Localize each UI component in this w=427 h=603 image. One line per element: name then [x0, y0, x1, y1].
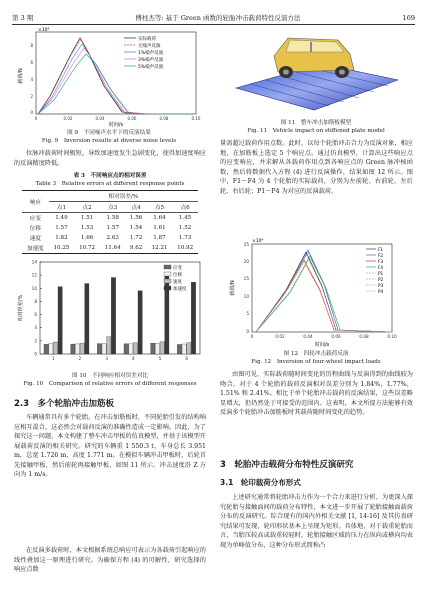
svg-text:0: 0: [250, 334, 254, 339]
svg-text:P1: P1: [378, 271, 384, 276]
fig10-bar: [58, 287, 62, 354]
table3-col: 点4: [131, 205, 141, 211]
fig10-ytick-label: 2: [34, 338, 37, 344]
svg-text:0: 0: [30, 110, 33, 115]
fig10-bar: [187, 343, 191, 354]
table3-title-en: Table 3 Relative errors at different response points: [35, 181, 185, 187]
fig10-ytick-label: 6: [34, 312, 37, 318]
fig11-caption-en: Fig. 11 Vehicle impact on stiffened plate model: [247, 128, 385, 134]
fig10-bar: [49, 344, 53, 354]
svg-text:无噪声反演: 无噪声反演: [138, 44, 161, 49]
svg-text:F2: F2: [378, 253, 384, 258]
table3-col: 点1: [56, 205, 67, 211]
fig12-scale: ×10⁴: [252, 239, 264, 244]
fig9-xlabel: 时间/s: [108, 122, 124, 128]
fig9-scale: ×10⁴: [38, 28, 50, 33]
table3-col: 点2: [82, 205, 92, 211]
fig10-bar: [160, 342, 164, 354]
svg-text:0.10: 0.10: [387, 334, 397, 339]
fig10-bar: [177, 344, 181, 354]
fig10-bar: [44, 344, 48, 354]
svg-text:F1: F1: [378, 247, 384, 252]
fig10-xticks: [52, 356, 188, 361]
fig10-bar: [182, 344, 186, 354]
section-3-heading: 3 轮胎冲击载荷分布特性反演研究: [220, 460, 354, 470]
table3: [22, 190, 198, 254]
svg-text:0.06: 0.06: [331, 334, 341, 339]
svg-text:P4: P4: [378, 289, 384, 294]
svg-text:0.08: 0.08: [159, 116, 169, 121]
fig10-legend-label: 应变: [173, 266, 182, 271]
svg-text:P3: P3: [378, 283, 384, 288]
section-3-1-para: 上述研究通常将轮胎冲击力作为一个合力来进行分析。为更深入探究轮胎与接触面间的载荷分布特性，本文进一步开展了轮胎接触面载荷分布的反演研究。综合现有的国内外相关文献 [1, 14-16] 及其仿真研究结果可发现，轮印形状基本上呈现为矩形。具体地，对于载重轮胎而言，当胎压较高或载重较轻时，轮胎接触区域的压力在纵向或横向均表现为单峰值分布，这种分布形式简称凸: [220, 494, 413, 549]
fig10-caption: [14, 372, 206, 388]
svg-text:20: 20: [243, 259, 249, 264]
fig10-bar: [151, 343, 155, 354]
fig10-ytick-label: 4: [34, 325, 37, 331]
table3-title-cn: 表 3 不同响应点的相对误差: [73, 173, 147, 179]
fig10-bar: [97, 344, 101, 354]
fig10-xtick-label: 1: [51, 356, 55, 361]
fig10-bar: [155, 343, 159, 354]
fig10-bar: [107, 337, 111, 354]
table3-row: 速度 1.82 1.66 2.63 1.72 1.87 1.73: [29, 235, 192, 242]
fig12-F2: [256, 250, 392, 332]
fig10-bar: [71, 344, 75, 354]
fig10-bar: [111, 278, 115, 354]
svg-text:0.10: 0.10: [191, 116, 201, 121]
fig10-ytick-label: 14: [31, 259, 37, 265]
svg-text:25: 25: [243, 242, 249, 247]
svg-text:2: 2: [30, 94, 33, 99]
fig9-caption-cn: 图 9 不同噪声水平下的反演结果: [67, 130, 151, 136]
fig10-bar: [165, 274, 169, 354]
fig10-legend-swatch: [164, 279, 171, 283]
svg-text:0.02: 0.02: [63, 116, 73, 121]
fig10-bar: [124, 344, 128, 354]
fig10-bar: [53, 342, 57, 354]
fig9-noise0: [38, 39, 194, 114]
svg-text:8: 8: [30, 43, 33, 48]
svg-text:4: 4: [30, 77, 33, 82]
fig10-xtick-label: 6: [185, 356, 189, 361]
table3-col: 点6: [180, 205, 190, 211]
table3-row: 位移 1.57 1.53 1.57 1.54 1.61 1.52: [29, 225, 192, 232]
fig11-caption-cn: 图 11 整车冲击加筋板模型: [280, 120, 352, 126]
svg-text:1%噪声反演: 1%噪声反演: [138, 51, 164, 56]
table3-row-header: 响应: [29, 199, 41, 206]
fig10-caption-en: Fig. 10 Comparison of relative errors of different responses: [23, 381, 197, 387]
fig9-caption-en: Fig. 9 Inversion results at diverse noise levels: [41, 138, 177, 144]
fig10-legend-swatch: [164, 272, 171, 276]
page-number: 169: [402, 14, 415, 22]
section-2-3-heading: 2.3 多个轮胎冲击加筋板: [14, 399, 115, 409]
issue-number: 第 3 期: [12, 14, 34, 22]
svg-text:3%噪声反演: 3%噪声反演: [138, 58, 164, 63]
fig12-F3: [256, 260, 392, 332]
fig12-chart: [226, 238, 406, 348]
fig9-xticks: [35, 116, 201, 121]
fig11-caption: [226, 119, 406, 135]
fig12-xlabel: 时间/s: [314, 342, 330, 348]
fig12-xticks: [251, 334, 397, 339]
fig12-ylabel: 载荷/N: [230, 280, 236, 296]
fig10-ytick-label: 10: [31, 285, 37, 291]
svg-text:0.06: 0.06: [127, 116, 137, 121]
fig10-legend-swatch: [164, 286, 171, 290]
fig10-xtick-label: 3: [105, 356, 109, 361]
fig9-frame: [36, 32, 196, 114]
svg-text:10: 10: [243, 294, 249, 299]
svg-text:实际载荷: 实际载荷: [138, 37, 156, 42]
svg-text:0.04: 0.04: [95, 116, 105, 121]
fig10-bar: [138, 291, 142, 354]
fig10-bar: [129, 344, 133, 354]
fig10-chart: [14, 256, 206, 370]
fig10-legend-swatch: [164, 265, 171, 269]
fig10-legend-label: 加速度: [173, 287, 187, 292]
fig10-bar: [133, 343, 137, 354]
svg-text:6: 6: [30, 60, 33, 65]
fig9-noise3: [38, 48, 194, 114]
fig12-P3: [256, 262, 392, 332]
fig10-ytick-label: 12: [31, 272, 37, 278]
svg-text:0: 0: [34, 116, 38, 121]
svg-text:0.08: 0.08: [359, 334, 369, 339]
fig9-caption: [14, 129, 204, 145]
fig12-P4: [256, 258, 392, 332]
running-title: 傅柱杰等: 基于 Green 函数的轮胎冲击载荷特性反演方法: [135, 14, 301, 22]
fig9-legend: [124, 35, 164, 70]
section-2-3-para-1: 车辆通常具有多个轮胎，在冲击加筋板时，不同轮胎引发的结构响应相互混合，这必然会对载荷反演的准确性造成一定影响。因此，为了探究这一问题，本文构建了整车冲击甲板的仿真模型，并基于该模型开展载荷反演的相关研究。研究的车辆重 1 550.3 t，车身总长 3.951 m，总宽 1.726 m，高度 1.771 m。在模拟车辆冲击甲板时，后轮首先接触甲板，然后前轮再接触甲板，如图 11 所示。冲击速度沿 Z 方向为 1 m/s。: [14, 414, 206, 478]
fig9-ylabel: 载荷/N: [18, 68, 24, 84]
fig12-caption-cn: 图 12 四轮冲击载荷反演: [283, 351, 349, 357]
table3-group-header: 相对误差/%: [49, 191, 198, 202]
fig12-yticks: [244, 242, 250, 334]
section-3-1-heading: 3.1 轮印载荷分布形式: [220, 478, 301, 487]
fig10-xtick-label: 4: [131, 356, 135, 361]
svg-text:0.04: 0.04: [303, 334, 313, 339]
fig9-chart: [14, 26, 204, 128]
right-paragraph-2: 由图可见，实际载荷随时间变化的历程曲线与反演得到的曲线较为吻合，对于 4 个轮胎的载荷反演相对误差分别为 1.84%，1.77%，1.51% 和 2.41%。相比于单个轮胎冲击载荷的反演结果，这些误差略显增大，但仍然处于可接受的范围内。这表明，本文所提方法能够有效反演多个轮胎冲击加筋板时其载荷随时间变化的趋势。: [220, 371, 413, 416]
table3-col: 点5: [154, 205, 165, 211]
fig11-illustration: [226, 26, 406, 116]
fig10-ytick-label: 0: [34, 351, 37, 357]
fig10-legend-label: 位移: [173, 273, 182, 278]
fig10-yticks: [32, 260, 42, 357]
fig12-frame: [252, 244, 392, 332]
fig10-bar: [191, 282, 195, 354]
svg-text:F4: F4: [378, 265, 384, 270]
fig10-ylabel: 相对误差/%: [18, 294, 24, 322]
fig10-bar: [102, 344, 106, 354]
fig12-legend: [366, 247, 384, 294]
table3-row: 加速度 10.25 10.72 11.64 9.62 12.21 10.92: [22, 243, 198, 254]
fig9-yticks: [30, 43, 33, 115]
right-paragraph-1: 量需超过载荷作用点数。此时，以每个轮胎冲击合力为反演对象，相应地，在加筋板上选定 5 个响应点。通过仿真模型，计算出这些响应点的应变响应，并求解从各载荷作用点到各响应点的 Green 脉冲核函数，然后将数据代入方程 (4) 进行反演操作，结果如图 12 所示。图中，F1～F4 为 4 个轮胎的实际载荷，分别为左前轮、右前轮、左后轮、右后轮；P1～P4 为对应的反演载荷。: [220, 140, 413, 195]
fig10-bar: [85, 284, 89, 354]
fig10-xtick-label: 5: [158, 356, 162, 361]
svg-text:P2: P2: [378, 277, 384, 282]
section-2-3-para-2: 在反演多载荷时，本文根据系统总响应可表示为各载荷引起响应的线性叠加这一原理进行研究。为确保方程 (4) 的可解性，研究选择的响应点数: [14, 547, 206, 573]
table3-col: 点3: [108, 205, 118, 211]
fig12-F1: [256, 252, 392, 332]
fig10-bar: [75, 344, 79, 354]
svg-text:5%噪声反演: 5%噪声反演: [138, 65, 164, 70]
svg-text:F3: F3: [378, 259, 384, 264]
fig10-ytick-label: 8: [34, 298, 37, 304]
fig10-legend-label: 速度: [173, 280, 182, 285]
fig10-bars: [44, 274, 196, 354]
svg-text:0.02: 0.02: [275, 334, 285, 339]
page-header: [12, 8, 415, 25]
svg-text:5: 5: [246, 311, 249, 316]
fig12-caption-en: Fig. 12 Inversion of four-wheel impact loads: [251, 359, 381, 365]
fig12-caption: [226, 350, 406, 366]
fig10-xtick-label: 2: [78, 356, 82, 361]
table3-row: 应变 1.49 1.51 1.58 1.56 1.64 1.45: [29, 215, 192, 222]
table3-title: [14, 172, 206, 188]
fig10-bar: [80, 343, 84, 354]
fig10-caption-cn: 图 10 不同响应相对误差对比: [71, 373, 149, 379]
fig12-P1: [256, 254, 392, 332]
svg-text:0: 0: [246, 329, 249, 334]
left-paragraph-1: 位脉冲载荷时间极短，导致加速度发生急剧变化，使得加速度响应的反演精度降低。: [14, 150, 206, 167]
svg-text:15: 15: [243, 276, 249, 281]
